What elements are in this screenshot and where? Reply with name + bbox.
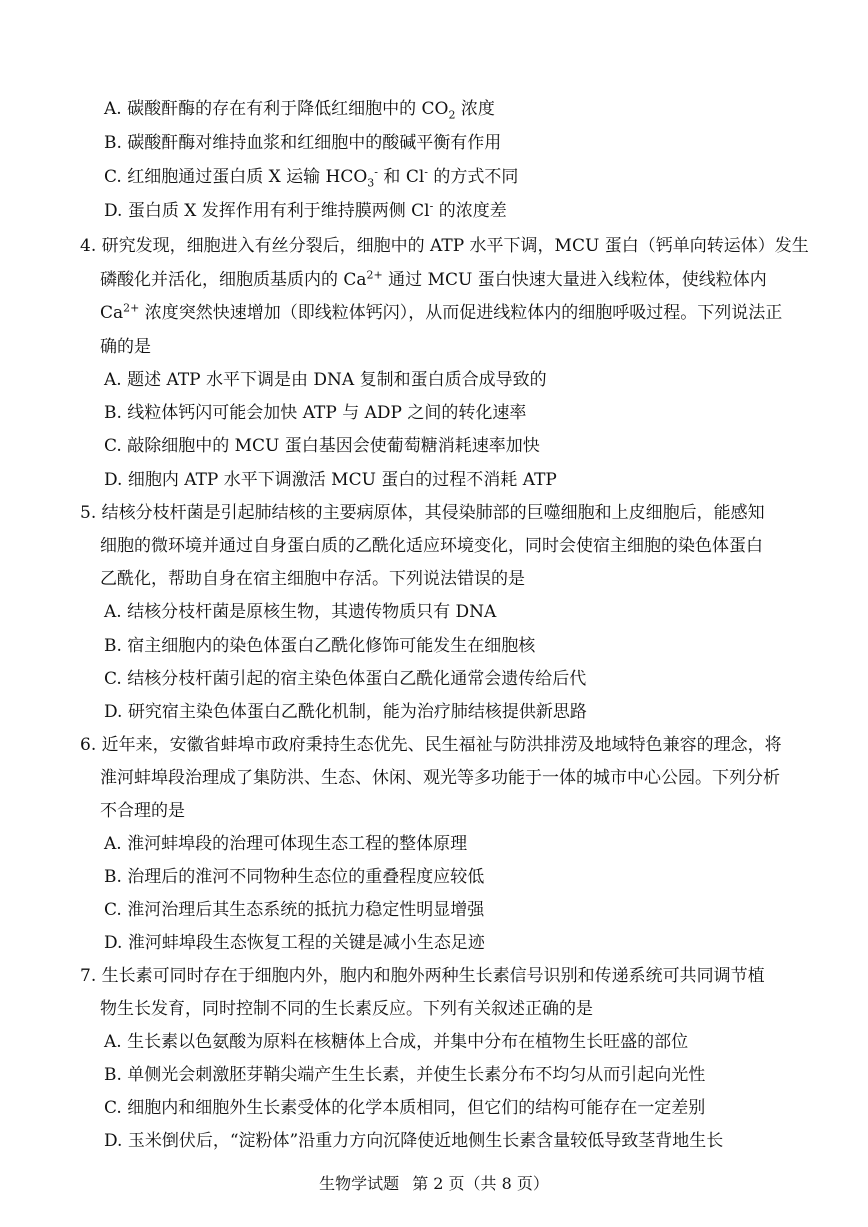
q3-option-d: D. 蛋白质 X 发挥作用有利于维持膜两侧 Cl- 的浓度差 [104, 199, 507, 221]
q4-stem-line-2: 磷酸化并活化，细胞质基质内的 $Ca^{2+}$ 通过 MCU 蛋白快速大量进入线粒体，使线粒体内 [100, 268, 767, 290]
q6-stem-line-1: 6. 近年来，安徽省蚌埠市政府秉持生态优先、民生福祉与防洪排涝及地域特色兼容的理念，将 [80, 735, 782, 755]
q4-option-c: C. 敲除细胞中的 MCU 蛋白基因会使葡萄糖消耗速率加快 [104, 436, 540, 456]
page-footer [0, 1174, 868, 1194]
q5-option-a: A. 结核分枝杆菌是原核生物，其遗传物质只有 DNA [104, 602, 497, 622]
q6-option-d: D. 淮河蚌埠段生态恢复工程的关键是减小生态足迹 [104, 933, 485, 953]
q6-option-c: C. 淮河治理后其生态系统的抵抗力稳定性明显增强 [104, 900, 485, 920]
q7-stem-line-2: 物生长发育，同时控制不同的生长素反应。下列有关叙述正确的是 [100, 999, 593, 1019]
q6-option-a: A. 淮河蚌埠段的治理可体现生态工程的整体原理 [104, 834, 468, 854]
q5-option-b: B. 宿主细胞内的染色体蛋白乙酰化修饰可能发生在细胞核 [104, 636, 536, 656]
footer-page-number: 第 2 页（共 8 页） [412, 1174, 549, 1193]
q7-option-d: D. 玉米倒伏后，“淀粉体”沿重力方向沉降使近地侧生长素含量较低导致茎背地生长 [104, 1131, 724, 1151]
q3-option-a: A. 碳酸酐酶的存在有利于降低红细胞中的 $CO_2$ 浓度 [104, 99, 495, 122]
q4-stem-line-4: 确的是 [100, 337, 151, 357]
q4-option-b: B. 线粒体钙闪可能会加快 ATP 与 ADP 之间的转化速率 [104, 403, 527, 423]
q6-stem-line-2: 淮河蚌埠段治理成了集防洪、生态、休闲、观光等多功能于一体的城市中心公园。下列分析 [100, 768, 780, 788]
q5-option-d: D. 研究宿主染色体蛋白乙酰化机制，能为治疗肺结核提供新思路 [104, 702, 587, 722]
q3-option-b: B. 碳酸酐酶对维持血浆和红细胞中的酸碱平衡有作用 [104, 133, 502, 153]
q5-stem-line-3: 乙酰化，帮助自身在宿主细胞中存活。下列说法错误的是 [100, 569, 525, 589]
q6-option-b: B. 治理后的淮河不同物种生态位的重叠程度应较低 [104, 867, 485, 887]
q3-option-c: C. 红细胞通过蛋白质 X 运输 $HCO_3^-$ 和 Cl- 的方式不同 [104, 165, 519, 190]
q4-option-d: D. 细胞内 ATP 水平下调激活 MCU 蛋白的过程不消耗 ATP [104, 470, 557, 490]
q5-stem-line-2: 细胞的微环境并通过自身蛋白质的乙酰化适应环境变化，同时会使宿主细胞的染色体蛋白 [100, 536, 763, 556]
q5-option-c: C. 结核分枝杆菌引起的宿主染色体蛋白乙酰化通常会遗传给后代 [104, 669, 587, 689]
q7-stem-line-1: 7. 生长素可同时存在于细胞内外，胞内和胞外两种生长素信号识别和传递系统可共同调节植 [80, 966, 765, 986]
q5-stem-line-1: 5. 结核分枝杆菌是引起肺结核的主要病原体，其侵染肺部的巨噬细胞和上皮细胞后，能感知 [80, 503, 765, 523]
q7-option-a: A. 生长素以色氨酸为原料在核糖体上合成，并集中分布在植物生长旺盛的部位 [104, 1032, 689, 1052]
q7-option-c: C. 细胞内和细胞外生长素受体的化学本质相同，但它们的结构可能存在一定差别 [104, 1098, 706, 1118]
q4-stem-line-1: 4. 研究发现，细胞进入有丝分裂后，细胞中的 ATP 水平下调，MCU 蛋白（钙单向转运体）发生 [80, 236, 809, 256]
q6-stem-line-3: 不合理的是 [100, 801, 185, 821]
q4-option-a: A. 题述 ATP 水平下调是由 DNA 复制和蛋白质合成导致的 [104, 370, 547, 390]
q4-stem-line-3: $Ca^{2+}$ 浓度突然快速增加（即线粒体钙闪），从而促进线粒体内的细胞呼吸过程。下列说法正 [100, 301, 783, 323]
footer-subject: 生物学试题 [319, 1174, 400, 1193]
q7-option-b: B. 单侧光会刺激胚芽鞘尖端产生生长素，并使生长素分布不均匀从而引起向光性 [104, 1065, 706, 1085]
